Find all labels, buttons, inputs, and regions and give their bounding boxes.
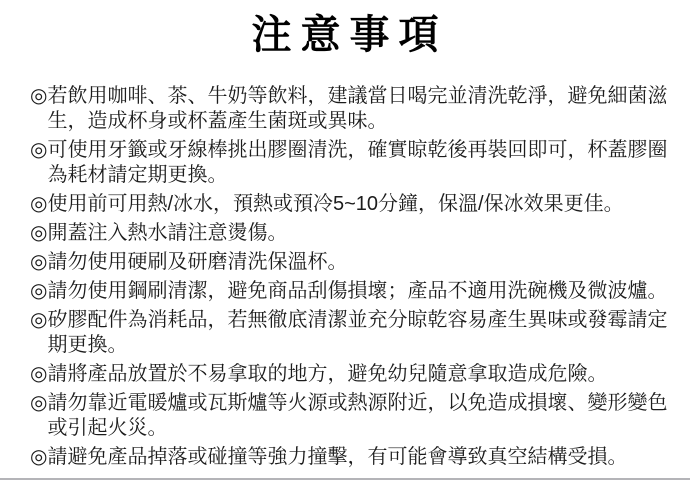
note-item bbox=[30, 362, 674, 387]
note-line: 請勿使用鋼刷清潔，避免商品刮傷損壞；產品不適用洗碗機及微波爐。 bbox=[47, 280, 668, 302]
note-line: 可使用牙籤或牙線棒挑出膠圈清洗，確實晾乾後再裝回即可，杯蓋膠圈 bbox=[47, 139, 668, 161]
note-line: 請將產品放置於不易拿取的地方，避免幼兒隨意拿取造成危險。 bbox=[47, 363, 608, 385]
note-text bbox=[47, 362, 674, 387]
note-item bbox=[30, 250, 674, 275]
note-text bbox=[47, 84, 674, 134]
bullseye-bullet-icon: ◎ bbox=[30, 446, 48, 468]
note-text bbox=[47, 391, 674, 441]
note-line: 請勿使用硬刷及研磨清洗保溫杯。 bbox=[47, 251, 348, 273]
bottom-divider bbox=[0, 478, 690, 480]
note-text bbox=[47, 192, 674, 217]
bullseye-bullet-icon: ◎ bbox=[30, 392, 48, 414]
note-text bbox=[47, 221, 674, 246]
bullseye-bullet-icon: ◎ bbox=[30, 309, 48, 331]
note-line: 開蓋注入熱水請注意燙傷。 bbox=[47, 222, 288, 244]
note-item bbox=[30, 391, 674, 441]
bullseye-bullet-icon: ◎ bbox=[30, 85, 48, 107]
note-item bbox=[30, 192, 674, 217]
note-line: 矽膠配件為消耗品，若無徹底清潔並充分晾乾容易產生異味或發霉請定 bbox=[47, 309, 668, 331]
note-text bbox=[47, 308, 674, 358]
note-line: 或引起火災。 bbox=[47, 417, 168, 439]
note-text bbox=[47, 250, 674, 275]
bullseye-bullet-icon: ◎ bbox=[30, 280, 48, 302]
note-text bbox=[47, 138, 674, 188]
note-item bbox=[30, 445, 674, 470]
bullseye-bullet-icon: ◎ bbox=[30, 222, 48, 244]
note-item bbox=[30, 308, 674, 358]
note-line: 期更換。 bbox=[47, 334, 128, 356]
bullseye-bullet-icon: ◎ bbox=[30, 251, 48, 273]
note-line: 為耗材請定期更換。 bbox=[47, 164, 228, 186]
bullseye-bullet-icon: ◎ bbox=[30, 363, 48, 385]
note-item bbox=[30, 84, 674, 134]
bullseye-bullet-icon: ◎ bbox=[30, 139, 48, 161]
note-text bbox=[47, 445, 674, 470]
notes-list bbox=[0, 84, 690, 470]
note-line: 生，造成杯身或杯蓋產生菌斑或異味。 bbox=[47, 110, 388, 132]
page-title: 注意事項 bbox=[251, 12, 448, 57]
note-item bbox=[30, 221, 674, 246]
note-text bbox=[47, 279, 674, 304]
note-line: 使用前可用熱/冰水，預熱或預冷5~10分鐘，保溫/保冰效果更佳。 bbox=[47, 193, 624, 215]
note-item bbox=[30, 138, 674, 188]
note-line: 若飲用咖啡、茶、牛奶等飲料，建議當日喝完並清洗乾淨，避免細菌滋 bbox=[47, 85, 668, 107]
bullseye-bullet-icon: ◎ bbox=[30, 193, 48, 215]
note-line: 請避免產品掉落或碰撞等強力撞擊，有可能會導致真空結構受損。 bbox=[47, 446, 628, 468]
note-line: 請勿靠近電暖爐或瓦斯爐等火源或熱源附近，以免造成損壞、變形變色 bbox=[47, 392, 668, 414]
note-item bbox=[30, 279, 674, 304]
